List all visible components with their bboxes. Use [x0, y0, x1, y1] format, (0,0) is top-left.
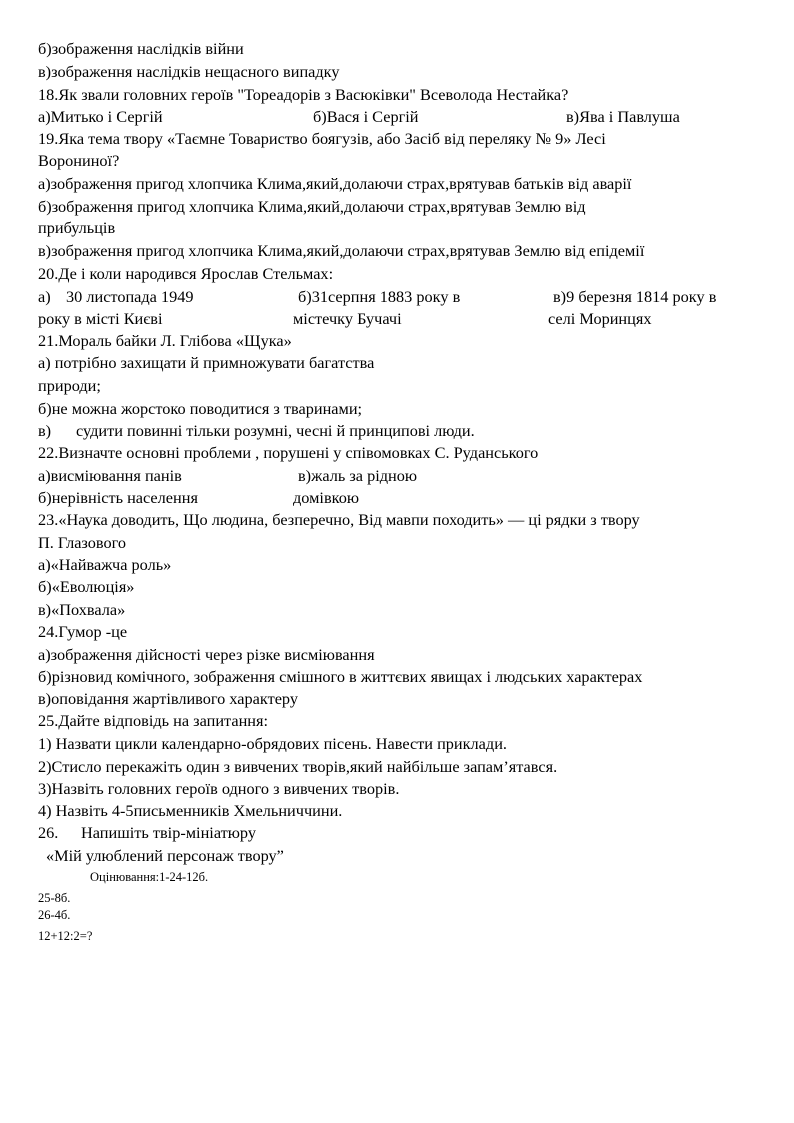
option-b-18: б)Вася і Сергій	[313, 107, 419, 126]
question-23-cont: П. Глазового	[38, 533, 127, 552]
option-a-20: 30 листопада 1949	[66, 287, 194, 306]
question-26-title: «Мій улюблений персонаж твору”	[46, 846, 284, 865]
option-b-19: б)зображення пригод хлопчика Клима,який,долаючи страх,врятував Землю від	[38, 197, 586, 216]
option-a-24: а)зображення дійсності через різке висміювання	[38, 645, 375, 664]
question-19: 19.Яка тема твору «Таємне Товариство боягузів, або Засіб від переляку № 9» Лесі	[38, 129, 606, 148]
grading-header: Оцінювання:1-24-12б.	[90, 870, 209, 884]
grading-line-26: 26-4б.	[38, 908, 71, 922]
question-18: 18.Як звали головних героїв "Тореадорів з Васюківки" Всеволода Нестайка?	[38, 85, 569, 104]
option-a-19: а)зображення пригод хлопчика Клима,який,долаючи страх,врятував батьків від аварії	[38, 174, 632, 193]
option-b-19-cont: прибульців	[38, 218, 116, 237]
task-25-1: 1) Назвати цикли календарно-обрядових пісень. Навести приклади.	[38, 734, 507, 753]
question-21: 21.Мораль байки Л. Глібова «Щука»	[38, 331, 292, 350]
option-b-17: б)зображення наслідків війни	[38, 39, 244, 58]
option-a-18: а)Митько і Сергій	[38, 107, 163, 126]
option-b-21: б)не можна жорстоко поводитися з тваринами;	[38, 399, 363, 418]
question-19-cont: Ворониної?	[38, 151, 120, 170]
option-a-23: а)«Найважча роль»	[38, 555, 172, 574]
option-b-20-cont: містечку Бучачі	[293, 309, 402, 328]
option-v-23: в)«Похвала»	[38, 600, 126, 619]
option-v-22: в)жаль за рідною	[298, 466, 418, 485]
option-v-19: в)зображення пригод хлопчика Клима,який,долаючи страх,врятував Землю від епідемії	[38, 241, 645, 260]
task-25-3: 3)Назвіть головних героїв одного з вивчених творів.	[38, 779, 400, 798]
option-v-22-cont: домівкою	[293, 488, 360, 507]
task-25-2: 2)Стисло перекажіть один з вивчених творів,який найбільше запам’ятався.	[38, 757, 558, 776]
question-25: 25.Дайте відповідь на запитання:	[38, 711, 269, 730]
option-v-24: в)оповідання жартівливого характеру	[38, 689, 298, 708]
question-26: Напишіть твір-мініатюру	[81, 823, 256, 842]
option-v-17: в)зображення наслідків нещасного випадку	[38, 62, 340, 81]
question-20: 20.Де і коли народився Ярослав Стельмах:	[38, 264, 334, 283]
option-a-21: а) потрібно захищати й примножувати багатства	[38, 353, 375, 372]
task-25-4: 4) Назвіть 4-5письменників Хмельниччини.	[38, 801, 343, 820]
option-v-21: судити повинні тільки розумні, чесні й принципові люди.	[76, 421, 475, 440]
option-a-20-marker: а)	[38, 287, 51, 306]
option-b-20: б)31серпня 1883 року в	[298, 287, 461, 306]
option-a-22: а)висміювання панів	[38, 466, 182, 485]
grading-line-25: 25-8б.	[38, 891, 71, 905]
question-22: 22.Визначте основні проблеми , порушені у співомовках С. Руданського	[38, 443, 539, 462]
option-v-21-marker: в)	[38, 421, 52, 440]
option-v-18: в)Ява і Павлуша	[566, 107, 680, 126]
option-b-22: б)нерівність населення	[38, 488, 198, 507]
option-b-24: б)різновид комічного, зображення смішного в життєвих явищах і людських характерах	[38, 667, 643, 686]
question-24: 24.Гумор -це	[38, 622, 128, 641]
option-v-20: в)9 березня 1814 року в	[553, 287, 717, 306]
option-a-21-cont: природи;	[38, 376, 101, 395]
question-26-number: 26.	[38, 823, 59, 842]
option-a-20-cont: року в місті Києві	[38, 309, 163, 328]
option-b-23: б)«Еволюція»	[38, 577, 135, 596]
grading-formula: 12+12:2=?	[38, 929, 93, 943]
option-v-20-cont: селі Моринцях	[548, 309, 652, 328]
question-23: 23.«Наука доводить, Що людина, безперечно, Від мавпи походить» — ці рядки з твору	[38, 510, 640, 529]
